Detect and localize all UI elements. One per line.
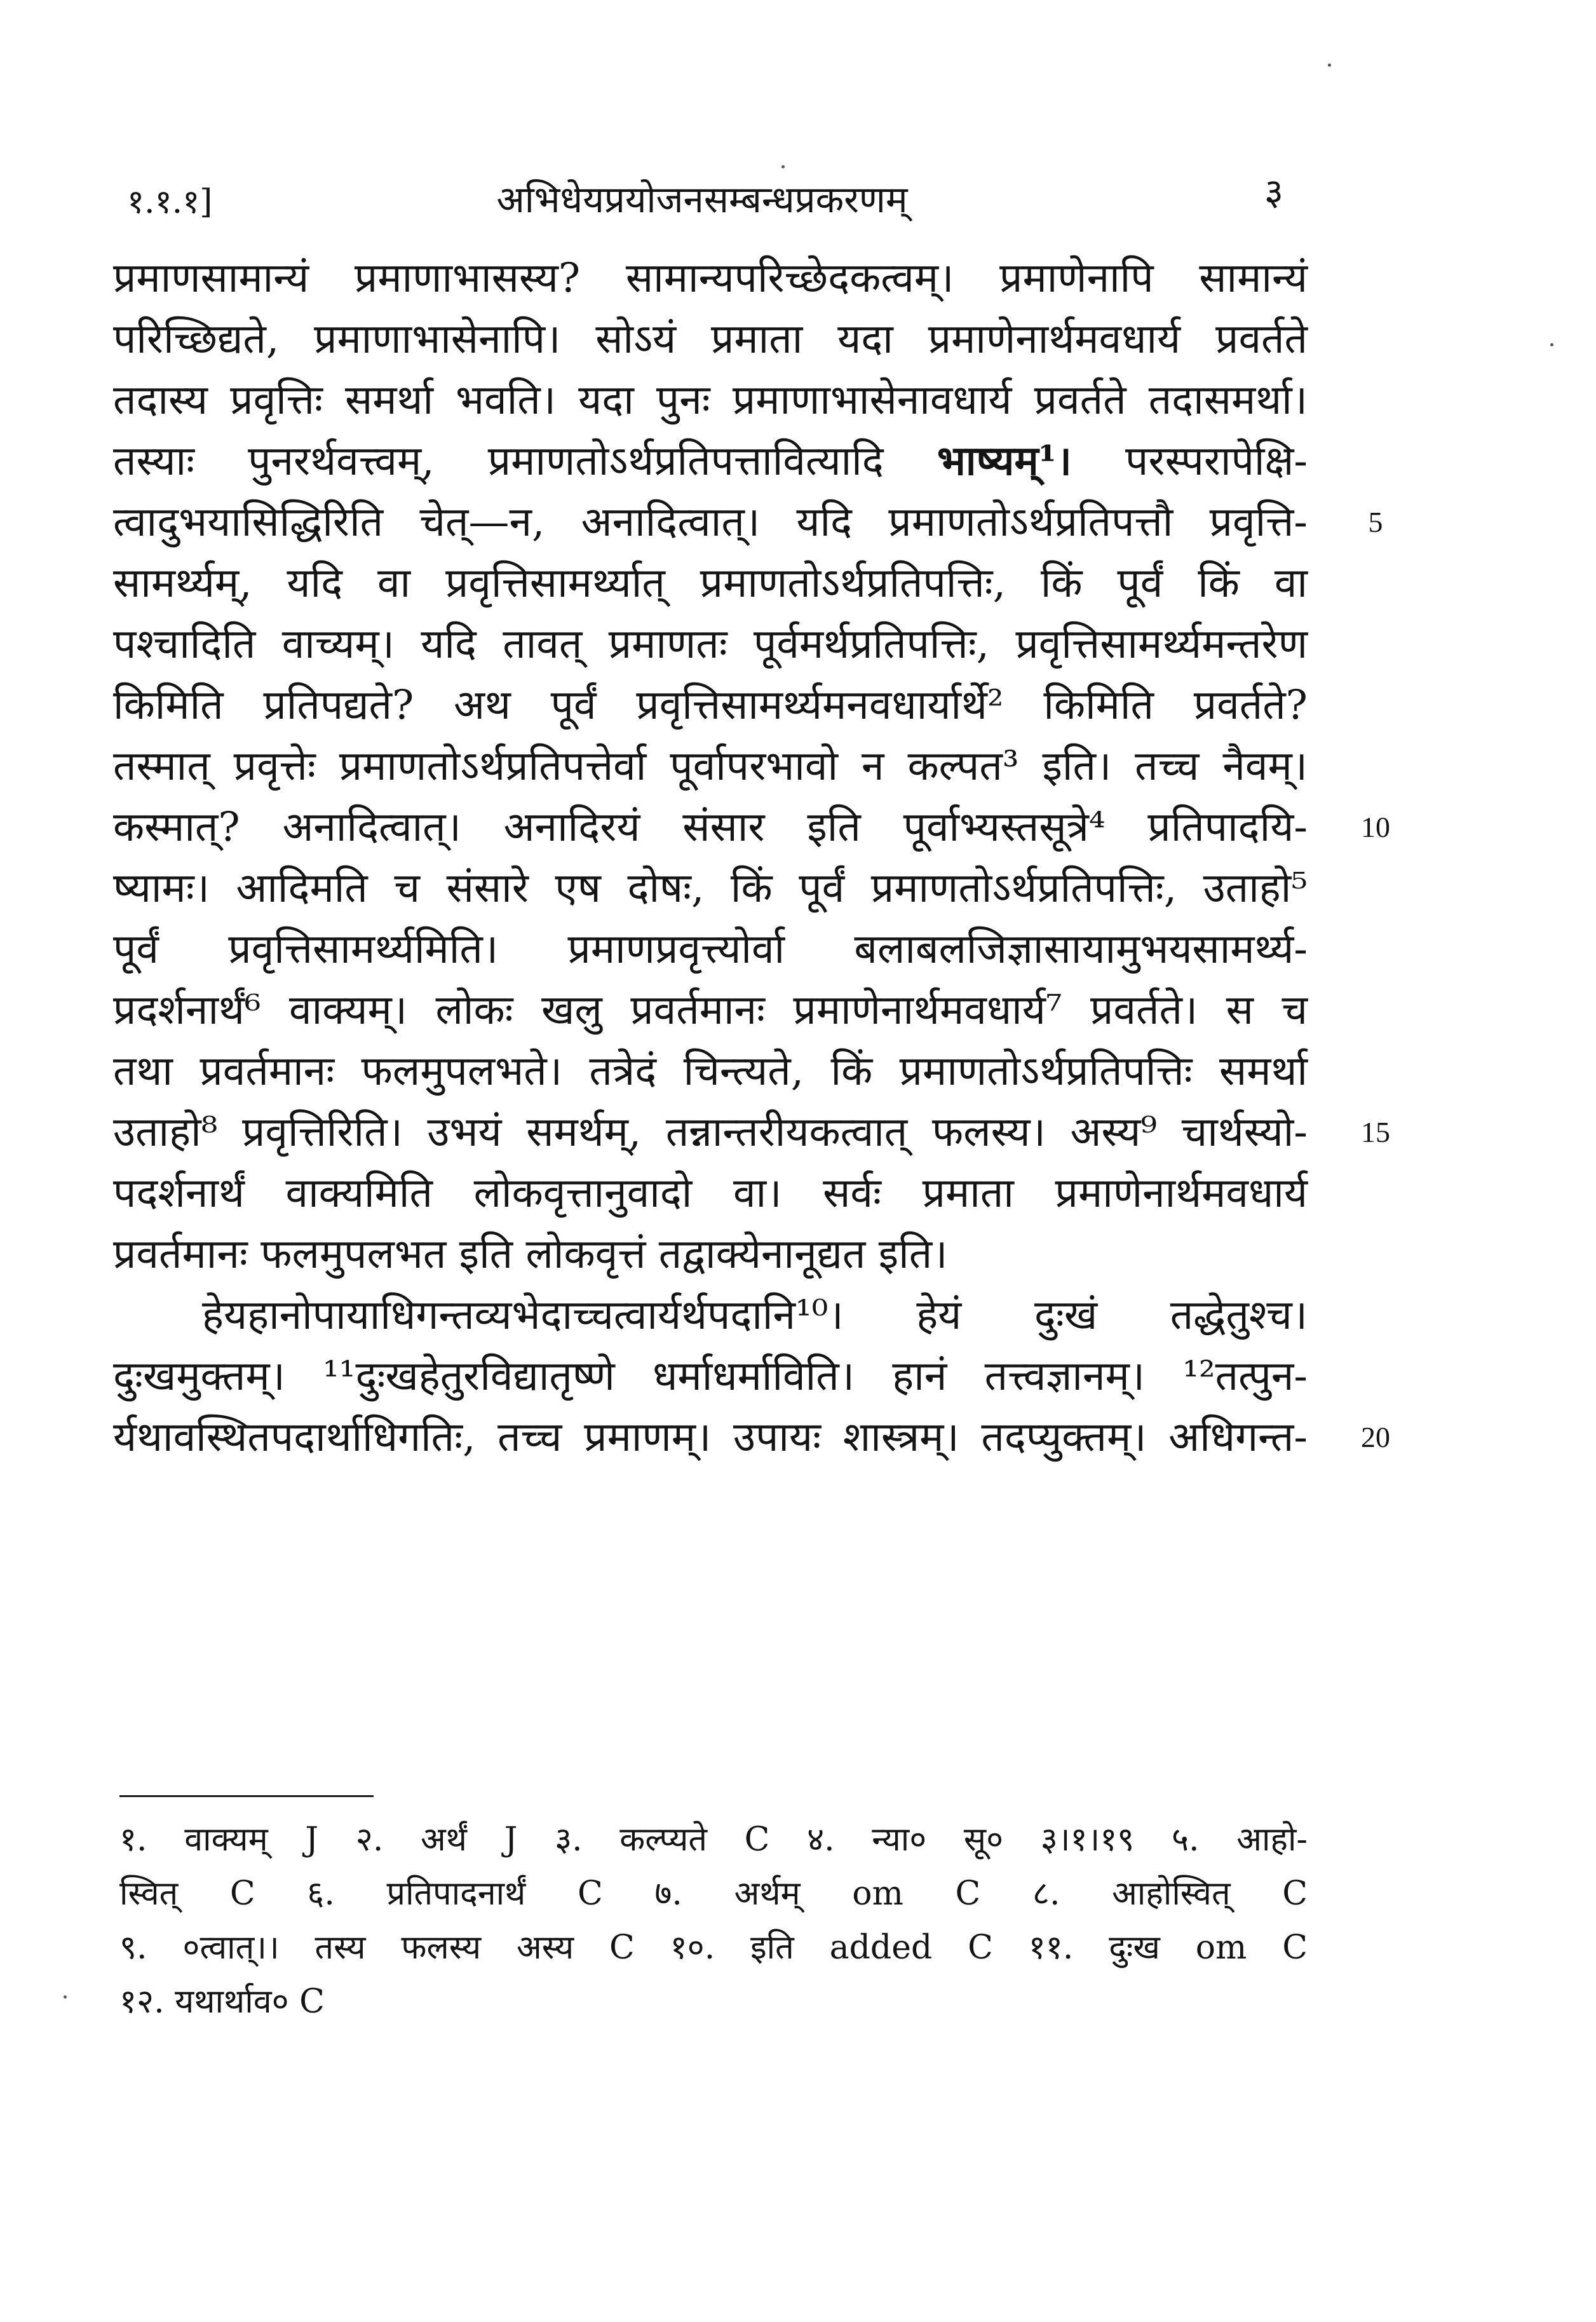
footnote-line: १२. यथार्थाव० C — [119, 1983, 325, 2021]
text-line: पूर्वं प्रवृत्तिसामर्थ्यमिति। प्रमाणप्रवृत्त्योर्वा बलाबलजिज्ञासायामुभयसामर्थ्य- — [113, 926, 1308, 973]
page-title: अभिधेयप्रयोजनसम्बन्धप्रकरणम् — [496, 178, 908, 221]
footnote-line: १. वाक्यम् J २. अर्थं J ३. कल्प्यते C ४. न्या० सू० ३।१।१९ ५. आहो- — [119, 1821, 1308, 1859]
text-line: उताहो⁸ प्रवृत्तिरिति। उभयं समर्थम्, तन्नान्तरीयकत्वात् फलस्य। अस्य⁹ चार्थस्यो- — [113, 1109, 1308, 1156]
scan-speck — [781, 165, 785, 168]
text-line: प्रदर्शनार्थं⁶ वाक्यम्। लोकः खलु प्रवर्तमानः प्रमाणेनार्थमवधार्य⁷ प्रवर्तते। स च — [113, 987, 1308, 1034]
text-line: र्यथावस्थितपदार्थाधिगतिः, तच्च प्रमाणम्। उपायः शास्त्रम्। तदप्युक्तम्। अधिगन्त- — [113, 1414, 1308, 1461]
text-line: दुःखमुक्तम्। ¹¹दुःखहेतुरविद्यातृष्णे धर्माधर्माविति। हानं तत्त्वज्ञानम्। ¹²तत्पुन- — [113, 1353, 1308, 1400]
page-number: ३ — [1264, 170, 1283, 214]
bold-term: भाष्यम्¹। — [937, 437, 1072, 485]
text-line: त्वादुभयासिद्धिरिति चेत्—न, अनादित्वात्। यदि प्रमाणतोऽर्थप्रतिपत्तौ प्रवृत्ति- — [113, 499, 1308, 546]
text-line: परिच्छिद्यते, प्रमाणाभासेनापि। सोऽयं प्रमाता यदा प्रमाणेनार्थमवधार्य प्रवर्तते — [113, 316, 1308, 363]
text-line: प्रमाणसामान्यं प्रमाणाभासस्य? सामान्यपरिच्छेदकत्वम्। प्रमाणेनापि सामान्यं — [113, 255, 1308, 302]
scan-speck — [1328, 64, 1331, 67]
line-number: 10 — [1361, 811, 1390, 843]
line-number: 20 — [1361, 1421, 1390, 1453]
text-line: तस्मात् प्रवृत्तेः प्रमाणतोऽर्थप्रतिपत्तेर्वा पूर्वापरभावो न कल्पत³ इति। तच्च नैवम्। — [113, 743, 1308, 790]
text-line: तस्याः पुनरर्थवत्त्वम्, प्रमाणतोऽर्थप्रतिपत्तावित्यादि भाष्यम्¹। परस्परापेक्षि- — [113, 437, 1308, 485]
section-number: १.१.१] — [127, 183, 213, 221]
text-line: किमिति प्रतिपद्यते? अथ पूर्वं प्रवृत्तिसामर्थ्यमनवधार्यार्थे² किमिति प्रवर्तते? — [113, 682, 1308, 729]
text-line: सामर्थ्यम्, यदि वा प्रवृत्तिसामर्थ्यात् प्रमाणतोऽर्थप्रतिपत्तिः, किं पूर्वं किं वा — [113, 560, 1308, 607]
line-number: 15 — [1361, 1116, 1390, 1148]
footnote-line: ९. ०त्वात्।। तस्य फलस्य अस्य C १०. इति added C ११. दुःख om C — [119, 1929, 1308, 1967]
text-line: कस्मात्? अनादित्वात्। अनादिरयं संसार इति पूर्वाभ्यस्तसूत्रे⁴ प्रतिपादयि- — [113, 804, 1308, 851]
footnote-line: स्वित् C ६. प्रतिपादनार्थं C ७. अर्थम् om C ८. आहोस्वित् C — [119, 1875, 1308, 1913]
footnote-divider — [119, 1795, 374, 1797]
text-line: पश्चादिति वाच्यम्। यदि तावत् प्रमाणतः पूर्वमर्थप्रतिपत्तिः, प्रवृत्तिसामर्थ्यमन्तरेण — [113, 621, 1308, 668]
text-line: ष्यामः। आदिमति च संसारे एष दोषः, किं पूर्वं प्रमाणतोऽर्थप्रतिपत्तिः, उताहो⁵ — [113, 865, 1308, 912]
text-line: प्रवर्तमानः फलमुपलभत इति लोकवृत्तं तद्वाक्येनानूद्यत इति। — [113, 1231, 948, 1278]
text-line: तथा प्रवर्तमानः फलमुपलभते। तत्रेदं चिन्त्यते, किं प्रमाणतोऽर्थप्रतिपत्तिः समर्था — [113, 1048, 1308, 1095]
scan-speck — [1550, 343, 1553, 346]
text-line: हेयहानोपायाधिगन्तव्यभेदाच्चत्वार्यर्थपदानि¹⁰। हेयं दुःखं तद्धेतुश्च। — [202, 1292, 1308, 1339]
line-number: 5 — [1368, 506, 1383, 538]
text-line: तदास्य प्रवृत्तिः समर्था भवति। यदा पुनः प्रमाणाभासेनावधार्य प्रवर्तते तदासमर्था। — [113, 377, 1308, 424]
scan-speck — [64, 1995, 67, 1999]
text-line: पदर्शनार्थं वाक्यमिति लोकवृत्तानुवादो वा। सर्वः प्रमाता प्रमाणेनार्थमवधार्य — [113, 1170, 1308, 1217]
